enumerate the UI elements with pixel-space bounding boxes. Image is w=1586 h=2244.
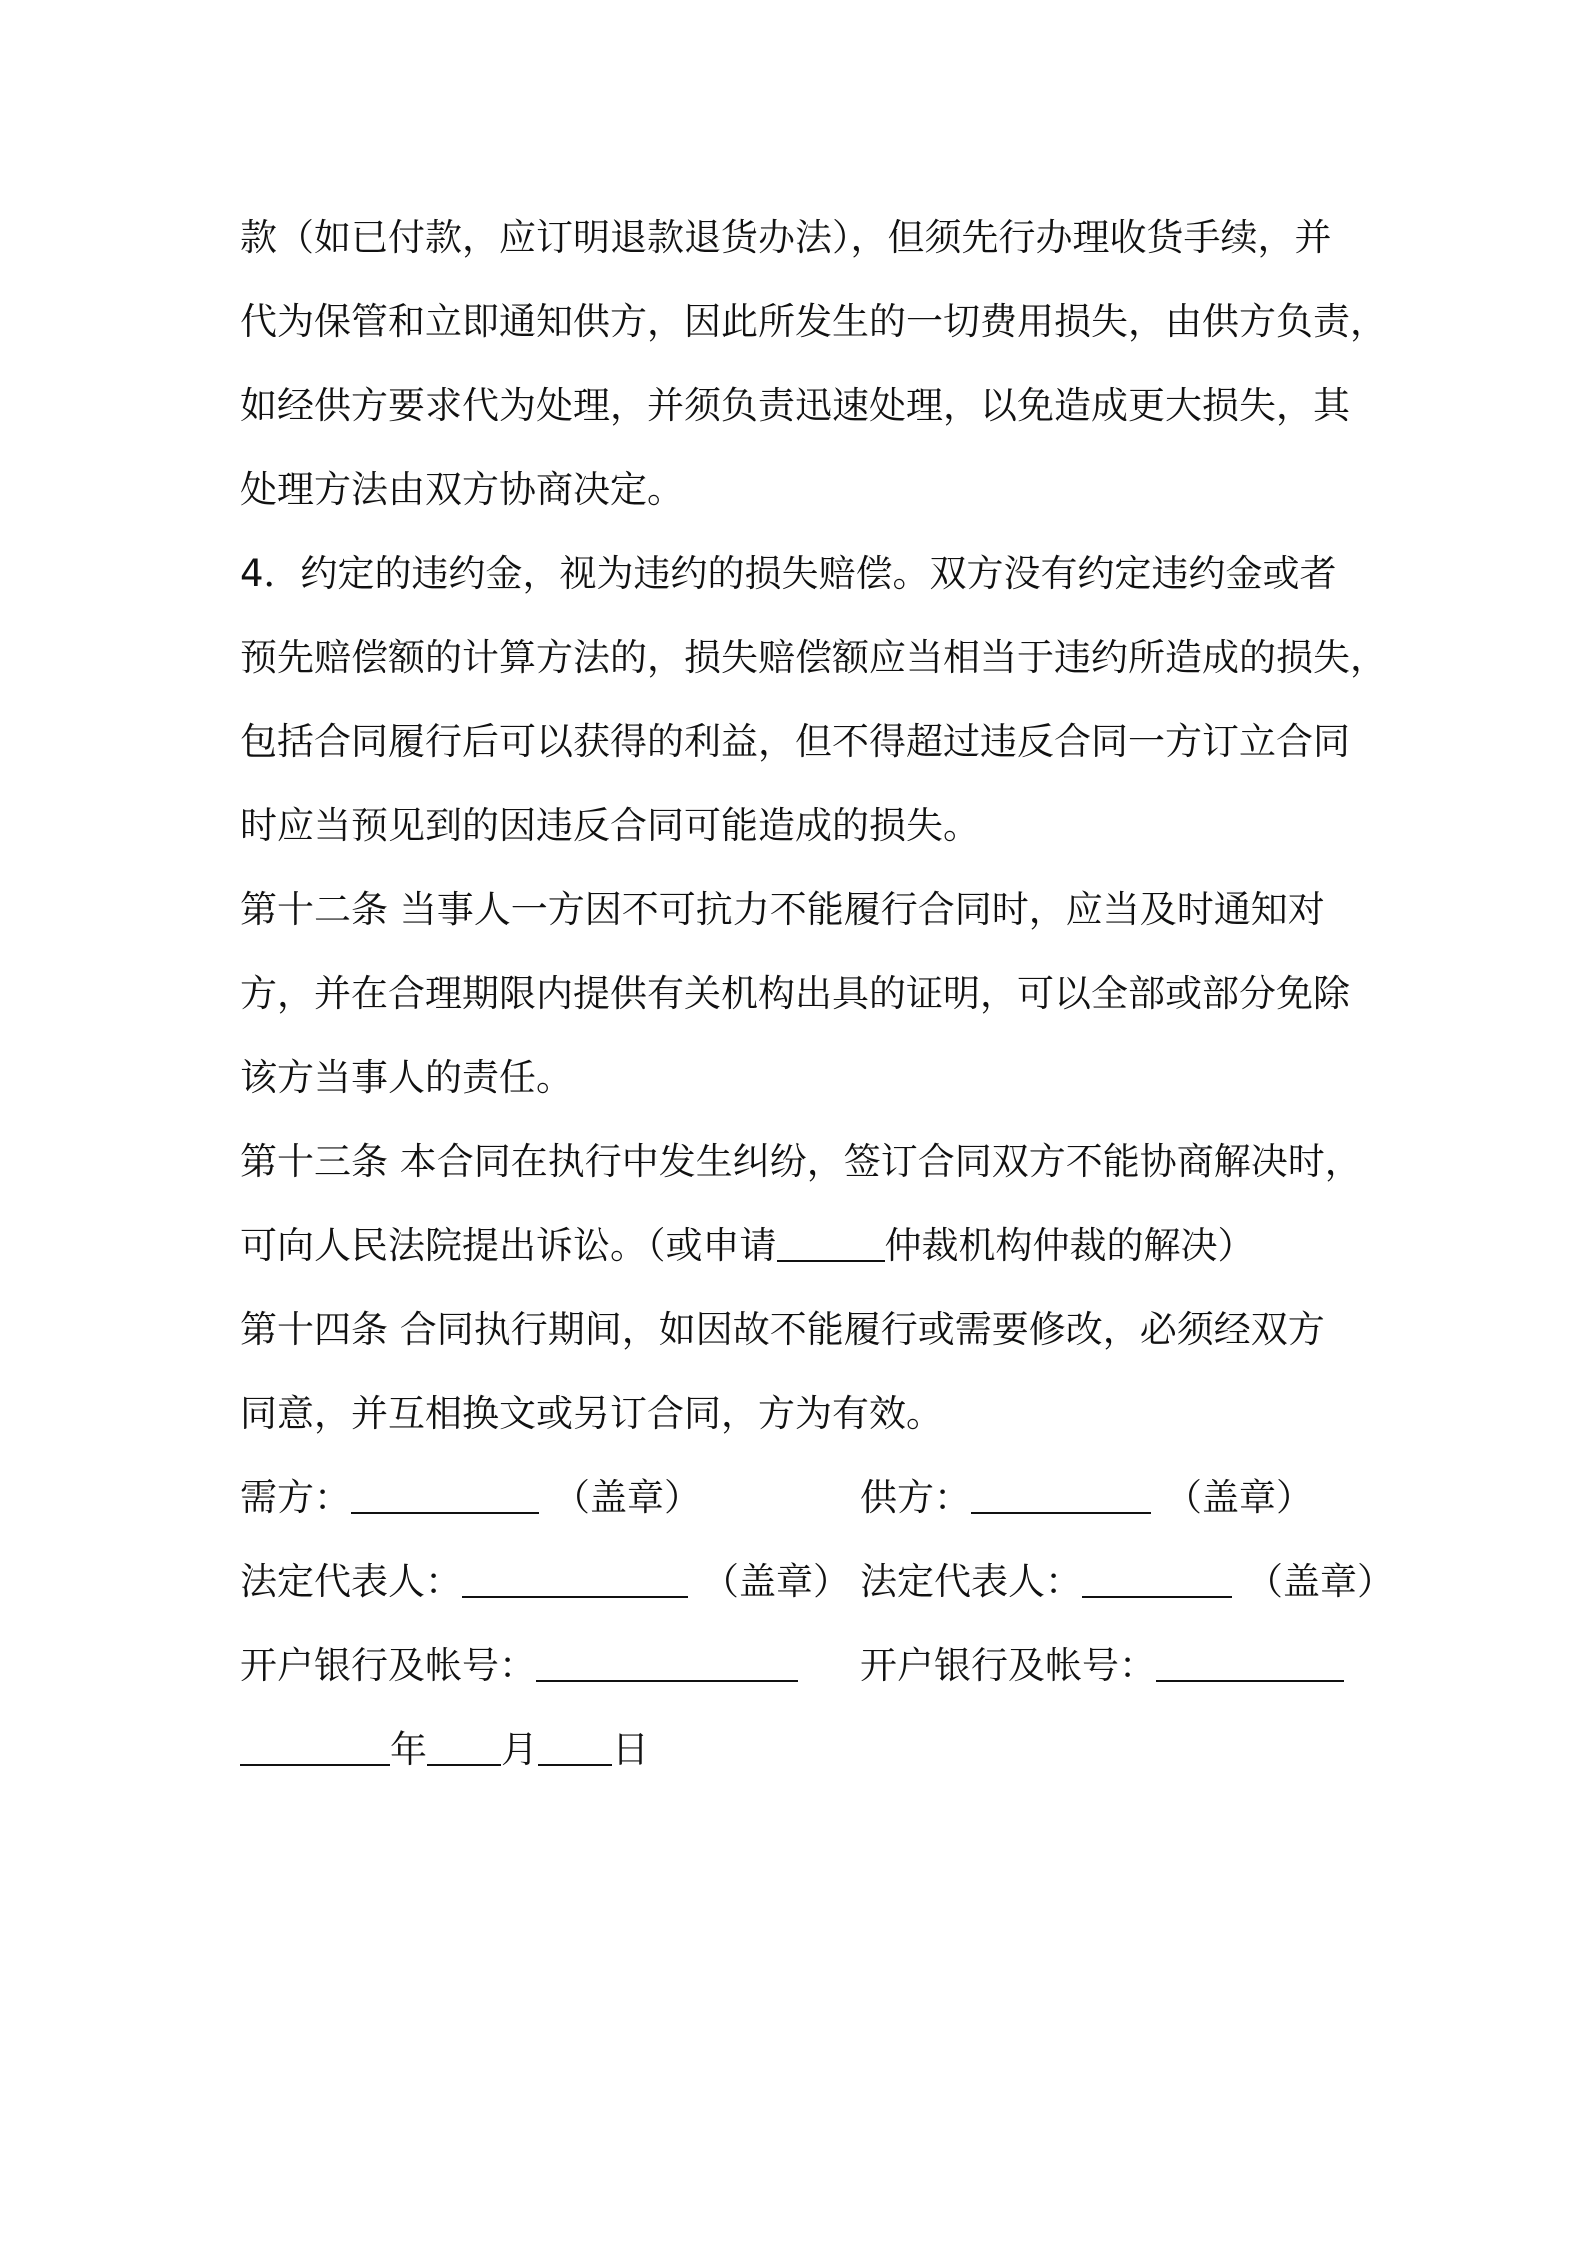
buyer-legal-rep-label: 法定代表人： (240, 1560, 462, 1603)
paragraph-line: 款（如已付款，应订明退款退货办法），但须先行办理收货手续，并 (240, 216, 1332, 259)
buyer-legal-rep-blank (462, 1560, 688, 1598)
paragraph-line: 代为保管和立即通知供方，因此所发生的一切费用损失，由供方负责， (240, 300, 1387, 343)
paragraph-line: 如经供方要求代为处理，并须负责迅速处理，以免造成更大损失，其 (240, 384, 1350, 427)
supplier-bank-blank (1156, 1644, 1344, 1682)
year-blank (240, 1728, 390, 1766)
buyer-seal: （盖章） (553, 1476, 701, 1519)
buyer-bank-label: 开户银行及帐号： (240, 1644, 536, 1687)
supplier-legal-rep-blank (1082, 1560, 1232, 1598)
buyer-legal-rep (240, 1540, 850, 1624)
supplier-legal-rep-seal: （盖章） (1246, 1560, 1394, 1603)
signature-row-bank (240, 1624, 1370, 1708)
paragraph-line: 第十二条 当事人一方因不可抗力不能履行合同时，应当及时通知对 (240, 888, 1325, 931)
supplier-seal: （盖章） (1165, 1476, 1313, 1519)
month-blank (427, 1728, 501, 1766)
arbitration-line (240, 1204, 1370, 1288)
paragraph-line: 方，并在合理期限内提供有关机构出具的证明，可以全部或部分免除 (240, 972, 1350, 1015)
paragraph-line: 第十四条 合同执行期间，如因故不能履行或需要修改，必须经双方 (240, 1308, 1325, 1351)
contract-body (240, 196, 1394, 1792)
supplier-bank-label: 开户银行及帐号： (860, 1644, 1156, 1687)
supplier-blank (971, 1476, 1151, 1514)
paragraph-line: 包括合同履行后可以获得的利益，但不得超过违反合同一方订立合同 (240, 720, 1350, 763)
month-label: 月 (501, 1728, 538, 1771)
arbitration-text-after: 仲裁机构仲裁的解决） (884, 1224, 1255, 1267)
supplier-bank (860, 1624, 1344, 1708)
paragraph-line: 同意，并互相换文或另订合同，方为有效。 (240, 1392, 943, 1435)
paragraph-line: 该方当事人的责任。 (240, 1056, 573, 1099)
day-label: 日 (612, 1728, 649, 1771)
paragraph-line: 预先赔偿额的计算方法的，损失赔偿额应当相当于违约所造成的损失， (240, 636, 1387, 679)
supplier-legal-rep-label: 法定代表人： (860, 1560, 1082, 1603)
supplier-signature (860, 1456, 1313, 1540)
buyer-bank (240, 1624, 798, 1708)
buyer-label: 需方： (240, 1476, 351, 1519)
buyer-blank (351, 1476, 539, 1514)
arbitration-text-before: 可向人民法院提出诉讼。（或申请 (240, 1224, 777, 1267)
supplier-label: 供方： (860, 1476, 971, 1519)
signature-row-legal-rep (240, 1540, 1394, 1624)
paragraph-line: 处理方法由双方协商决定。 (240, 468, 684, 511)
buyer-signature (240, 1456, 701, 1540)
arbitration-blank (777, 1224, 885, 1262)
buyer-bank-blank (536, 1644, 798, 1682)
paragraph-line: 第十三条 本合同在执行中发生纠纷，签订合同双方不能协商解决时， (240, 1140, 1362, 1183)
year-label: 年 (390, 1728, 427, 1771)
paragraph-line: 4．约定的违约金，视为违约的损失赔偿。双方没有约定违约金或者 (240, 552, 1337, 595)
supplier-legal-rep (860, 1540, 1394, 1624)
day-blank (538, 1728, 612, 1766)
date-line (240, 1708, 1370, 1792)
signature-row-party (240, 1456, 1370, 1540)
paragraph-line: 时应当预见到的因违反合同可能造成的损失。 (240, 804, 980, 847)
buyer-legal-rep-seal: （盖章） (702, 1560, 850, 1603)
